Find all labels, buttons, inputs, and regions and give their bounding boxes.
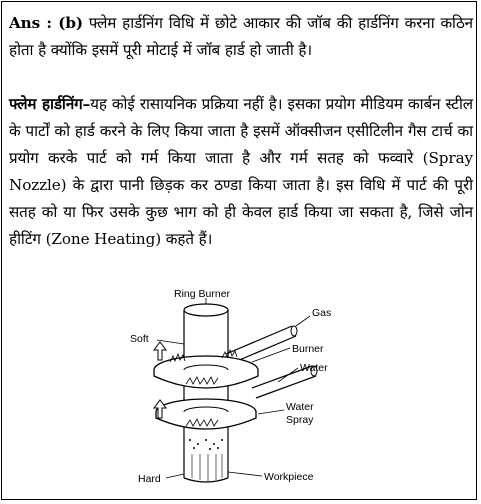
ring-burner	[154, 350, 258, 388]
label-ring-burner: Ring Burner	[174, 288, 231, 300]
answer-prefix: Ans : (b)	[9, 14, 83, 32]
label-gas: Gas	[312, 307, 332, 319]
water-spray-ring	[156, 399, 256, 429]
definition-term: फ्लेम हार्डनिंग–	[9, 95, 91, 113]
leader-lines	[157, 298, 310, 478]
answer-text: फ्लेम हार्डनिंग विधि में छोटे आकार की जॉब की हार्डनिंग करना कठिन होता है क्योंकि इसमें पूरी मोटाई में जॉब हार्ड हो जाती है।	[9, 14, 473, 59]
definition-text: यह कोई रासायनिक प्रक्रिया नहीं है। इसका प्रयोग मीडियम कार्बन स्टील के पार्टों को हार्ड करने के लिए किया जाता है इसमें ऑक्सीजन एसीटिलीन गैस टार्च का प्रयोग करके पार्ट को गर्म किया जाता है और गर्म सतह को फव्वारे (Spray Nozzle) के द्वारा पानी छिड़क कर ठण्डा किया जाता है। इस विधि में पार्ट की पूरी सतह को या फिर उसके कुछ भाग को ही केवल हार्ड किया जा सकता है, जिसे जोन हीटिंग (Zone Heating) कहते हैं।	[9, 95, 473, 248]
label-burner: Burner	[292, 343, 324, 355]
label-water-spray-line1: Water	[286, 401, 314, 413]
label-soft: Soft	[130, 333, 149, 345]
label-workpiece: Workpiece	[264, 471, 314, 483]
flame-hardening-diagram	[112, 288, 412, 500]
content-frame	[1, 1, 477, 500]
answer-paragraph	[9, 10, 473, 64]
definition-paragraph	[9, 91, 473, 253]
label-water: Water	[300, 362, 328, 374]
label-water-spray-line2: Spray	[286, 414, 314, 426]
hardened-zone	[189, 439, 223, 450]
label-hard: Hard	[138, 473, 161, 485]
workpiece-shaft	[184, 304, 228, 482]
